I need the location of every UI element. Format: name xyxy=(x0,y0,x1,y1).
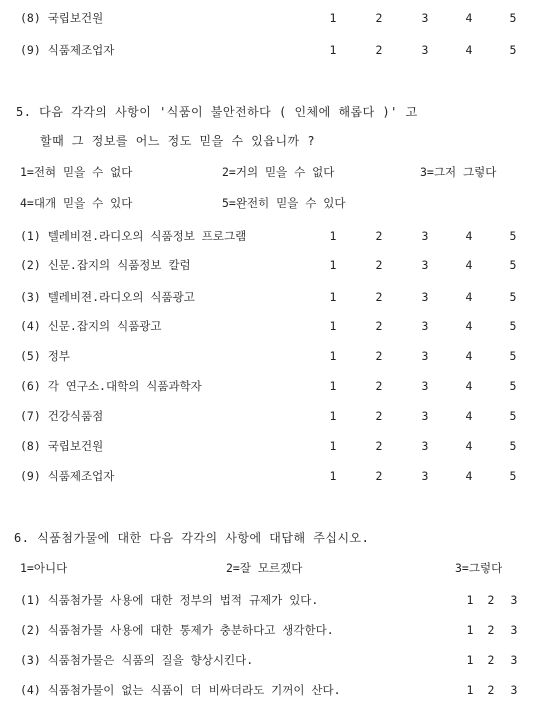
list-item xyxy=(0,376,536,396)
scale-legend xyxy=(0,162,536,182)
item-label: (4) 식품첨가물이 없는 식품이 더 비싸더라도 기꺼이 산다. xyxy=(20,683,341,697)
scale-option: 2 xyxy=(375,258,383,272)
scale-option: 5 xyxy=(509,43,517,57)
scale-option: 3 xyxy=(510,653,518,667)
scale-option: 4 xyxy=(465,43,473,57)
scale-option: 4 xyxy=(465,258,473,272)
item-label: (5) 정부 xyxy=(20,349,70,363)
scale-option: 3 xyxy=(510,683,518,697)
scale-option: 2 xyxy=(487,683,495,697)
scale-option: 1 xyxy=(329,439,337,453)
scale-option: 3 xyxy=(510,593,518,607)
scale-option: 2 xyxy=(375,43,383,57)
scale-option: 2 xyxy=(375,290,383,304)
scale-option: 1 xyxy=(329,11,337,25)
item-label: (2) 식품첨가물 사용에 대한 통제가 충분하다고 생각한다. xyxy=(20,623,334,637)
scale-option: 1 xyxy=(329,258,337,272)
item-label: (7) 건강식품점 xyxy=(20,409,104,423)
scale-option: 2 xyxy=(487,593,495,607)
list-item xyxy=(0,40,536,60)
scale-option: 1 xyxy=(329,469,337,483)
scale-option: 5 xyxy=(509,409,517,423)
legend-entry: 4=대개 믿을 수 있다 xyxy=(20,196,133,210)
item-label: (8) 국립보건원 xyxy=(20,11,104,25)
item-label: (2) 신문.잡지의 식품정보 칼럼 xyxy=(20,258,191,272)
scale-option: 3 xyxy=(421,409,429,423)
scale-option: 1 xyxy=(466,653,474,667)
list-item xyxy=(0,406,536,426)
scale-option: 4 xyxy=(465,229,473,243)
scale-option: 1 xyxy=(329,379,337,393)
question-6-title xyxy=(0,528,536,548)
scale-option: 3 xyxy=(421,229,429,243)
item-label: (3) 식품첨가물은 식품의 질을 향상시킨다. xyxy=(20,653,254,667)
scale-option: 3 xyxy=(421,258,429,272)
scale-option: 4 xyxy=(465,409,473,423)
scale-option: 3 xyxy=(421,43,429,57)
scale-option: 4 xyxy=(465,319,473,333)
scale-option: 3 xyxy=(421,379,429,393)
item-label: (9) 식품제조업자 xyxy=(20,469,115,483)
scale-option: 4 xyxy=(465,439,473,453)
scale-option: 5 xyxy=(509,469,517,483)
scale-option: 4 xyxy=(465,290,473,304)
legend-entry: 1=아니다 xyxy=(20,561,68,575)
item-label: (6) 각 연구소.대학의 식품과학자 xyxy=(20,379,202,393)
scale-option: 5 xyxy=(509,439,517,453)
list-item xyxy=(0,650,536,670)
list-item xyxy=(0,590,536,610)
scale-option: 1 xyxy=(466,683,474,697)
legend-entry: 5=완전히 믿을 수 있다 xyxy=(222,196,346,210)
scale-option: 1 xyxy=(329,409,337,423)
list-item xyxy=(0,620,536,640)
scale-legend xyxy=(0,193,536,213)
scale-option: 3 xyxy=(510,623,518,637)
scale-option: 3 xyxy=(421,439,429,453)
scale-option: 4 xyxy=(465,349,473,363)
list-item xyxy=(0,226,536,246)
list-item xyxy=(0,316,536,336)
question-title-line: 5. 다음 각각의 사항이 '식품이 불안전하다 ( 인체에 해롭다 )' 고 xyxy=(16,105,418,119)
scale-option: 2 xyxy=(375,229,383,243)
scale-option: 5 xyxy=(509,349,517,363)
scale-option: 2 xyxy=(375,469,383,483)
scale-option: 4 xyxy=(465,469,473,483)
scale-option: 4 xyxy=(465,379,473,393)
scale-option: 5 xyxy=(509,11,517,25)
scale-option: 5 xyxy=(509,379,517,393)
list-item xyxy=(0,287,536,307)
scale-option: 4 xyxy=(465,11,473,25)
scale-option: 1 xyxy=(329,349,337,363)
scale-option: 2 xyxy=(375,319,383,333)
scale-option: 2 xyxy=(375,409,383,423)
scale-option: 2 xyxy=(375,349,383,363)
scale-option: 3 xyxy=(421,469,429,483)
scale-option: 1 xyxy=(329,43,337,57)
scale-option: 1 xyxy=(329,229,337,243)
item-label: (1) 텔레비젼.라디오의 식품정보 프로그램 xyxy=(20,229,247,243)
question-5-title xyxy=(0,102,536,122)
scale-option: 2 xyxy=(375,379,383,393)
item-label: (4) 신문.잡지의 식품광고 xyxy=(20,319,162,333)
legend-entry: 3=그렇다 xyxy=(455,561,503,575)
legend-entry: 1=전혀 믿을 수 없다 xyxy=(20,165,133,179)
legend-entry: 2=거의 믿을 수 없다 xyxy=(222,165,335,179)
list-item xyxy=(0,346,536,366)
list-item xyxy=(0,255,536,275)
item-label: (1) 식품첨가물 사용에 대한 정부의 법적 규제가 있다. xyxy=(20,593,319,607)
list-item xyxy=(0,680,536,700)
scale-legend xyxy=(0,558,536,578)
scale-option: 5 xyxy=(509,258,517,272)
scale-option: 3 xyxy=(421,349,429,363)
question-title-line: 6. 식품첨가물에 대한 다음 각각의 사항에 대답해 주십시오. xyxy=(14,531,370,545)
list-item xyxy=(0,8,536,28)
question-title-line: 할때 그 정보를 어느 정도 믿을 수 있읍니까 ? xyxy=(40,134,316,148)
scale-option: 2 xyxy=(375,11,383,25)
item-label: (9) 식품제조업자 xyxy=(20,43,115,57)
scale-option: 3 xyxy=(421,319,429,333)
scale-option: 1 xyxy=(466,593,474,607)
list-item xyxy=(0,466,536,486)
list-item xyxy=(0,436,536,456)
question-5-title-cont xyxy=(0,131,536,151)
scale-option: 5 xyxy=(509,229,517,243)
scale-option: 1 xyxy=(466,623,474,637)
legend-entry: 2=잘 모르겠다 xyxy=(226,561,303,575)
scale-option: 5 xyxy=(509,319,517,333)
scale-option: 1 xyxy=(329,319,337,333)
item-label: (3) 텔레비젼.라디오의 식품광고 xyxy=(20,290,195,304)
scale-option: 5 xyxy=(509,290,517,304)
scale-option: 2 xyxy=(375,439,383,453)
scale-option: 2 xyxy=(487,623,495,637)
legend-entry: 3=그저 그렇다 xyxy=(420,165,497,179)
scale-option: 3 xyxy=(421,290,429,304)
scale-option: 1 xyxy=(329,290,337,304)
scale-option: 3 xyxy=(421,11,429,25)
scale-option: 2 xyxy=(487,653,495,667)
item-label: (8) 국립보건원 xyxy=(20,439,104,453)
